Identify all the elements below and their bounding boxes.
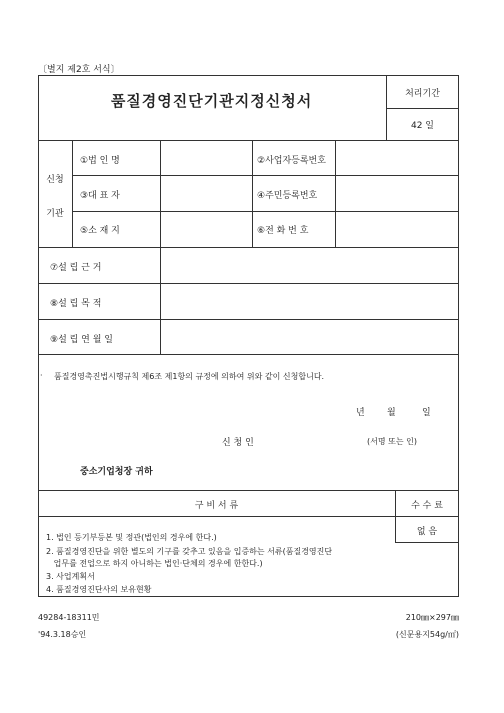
establishment-date-field[interactable] (163, 323, 455, 351)
document-item-2: 2. 품질경영진단을 위한 별도의 기구를 갖추고 있음을 입증하는 서류(품질경영진단 (46, 547, 333, 556)
documents-header: 구 비 서 류 (194, 501, 239, 511)
applicant-sign-label: 신 청 인 (222, 438, 254, 448)
bullet-mark: · (40, 371, 43, 380)
document-item-4: 4. 품질경영진단사의 보유현황 (46, 585, 152, 594)
establishment-purpose-label: ⑧설 립 목 적 (50, 299, 102, 309)
fee-header: 수 수 료 (411, 501, 443, 511)
biz-reg-no-label: ②사업자등록번호 (257, 156, 326, 166)
document-item-1: 1. 법인 등기부등본 및 정관(법인의 경우에 한다.) (46, 533, 217, 542)
document-item-3: 3. 사업계획서 (46, 572, 95, 581)
applicant-section-label-1: 신청 (46, 175, 64, 185)
address-label: ⑤소 재 지 (80, 226, 120, 236)
biz-reg-no-field[interactable] (338, 145, 456, 171)
form-label: 〔별지 제2호 서식〕 (38, 65, 120, 75)
phone-label: ⑥전 화 번 호 (257, 226, 309, 236)
form-title: 품질경영진단기관지정신청서 (110, 92, 313, 110)
phone-field[interactable] (338, 215, 456, 243)
day-label: 일 (422, 408, 431, 418)
sign-note: (서명 또는 인) (367, 437, 417, 446)
approval-date: '94.3.18승인 (38, 630, 87, 639)
applicant-sign-field[interactable] (262, 430, 362, 448)
corp-name-label: ①법 인 명 (80, 156, 120, 166)
resident-no-label: ④주민등록번호 (257, 191, 318, 201)
resident-no-field[interactable] (338, 180, 456, 206)
form-code: 49284-18311민 (38, 613, 100, 622)
establishment-basis-field[interactable] (163, 251, 455, 279)
establishment-purpose-field[interactable] (163, 287, 455, 315)
establishment-date-label: ⑨설 립 연 월 일 (50, 335, 113, 345)
paper-type: (신문용지54g/㎡) (395, 630, 459, 639)
corp-name-field[interactable] (163, 145, 249, 171)
paper-size: 210㎜×297㎜ (405, 613, 459, 622)
processing-period-label: 처리기간 (405, 89, 440, 99)
document-item-2-cont: 업무를 전업으로 하지 아니하는 법인·단체의 경우에 한한다.) (46, 559, 263, 568)
address-field[interactable] (163, 215, 249, 243)
application-statement: 품질경영촉진법시행규칙 제6조 제1항의 규정에 의하여 위와 같이 신청합니다. (54, 372, 325, 381)
recipient: 중소기업청장 귀하 (80, 467, 153, 477)
processing-period-value: 42 일 (410, 121, 434, 131)
fee-value: 없 음 (416, 527, 438, 537)
representative-field[interactable] (163, 180, 249, 206)
applicant-section-label-2: 기관 (46, 209, 64, 219)
representative-label: ③대 표 자 (80, 191, 120, 201)
year-label: 년 (356, 408, 365, 418)
establishment-basis-label: ⑦설 립 근 거 (50, 263, 102, 273)
month-label: 월 (387, 408, 396, 418)
